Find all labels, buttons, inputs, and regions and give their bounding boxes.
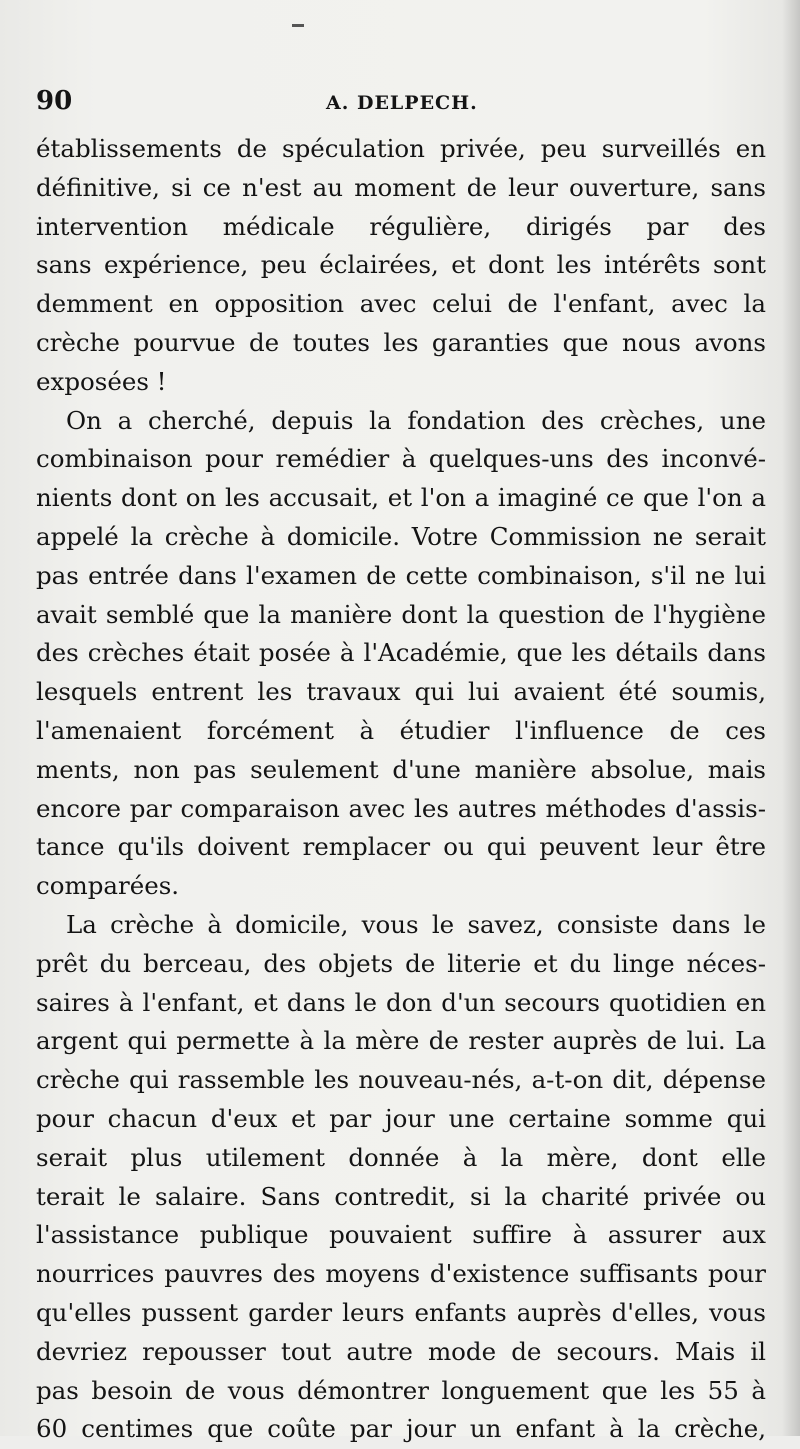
text-line: sans expérience, peu éclairées, et dont les intérêts sont <box>36 250 766 280</box>
text-line: ments, non pas seulement d'une manière absolue, mais <box>36 754 766 784</box>
text-line: tance qu'ils doivent remplacer ou qui peuvent leur être <box>36 832 766 862</box>
text-line: crèche qui rassemble les nouveau-nés, a-t-on dit, dépense <box>36 1065 766 1095</box>
paragraph <box>36 402 766 906</box>
text-line: 60 centimes que coûte par jour un enfant à la crèche, <box>36 1414 766 1444</box>
paragraph <box>36 130 766 402</box>
text-line: demment en opposition avec celui de l'enfant, avec la <box>36 289 766 319</box>
text-line: l'assistance publique pouvaient suffire à assurer aux <box>36 1220 766 1250</box>
paragraph <box>36 906 766 1449</box>
text-line: devriez repousser tout autre mode de secours. Mais il <box>36 1336 766 1366</box>
text-line: pour chacun d'eux et par jour une certaine somme qui <box>36 1103 766 1133</box>
page-edge-shadow <box>782 0 800 1436</box>
text-line: qu'elles pussent garder leurs enfants auprès d'elles, vous <box>36 1297 766 1327</box>
text-line: nourrices pauvres des moyens d'existence suffisants pour <box>36 1259 766 1289</box>
text-line: pas entrée dans l'examen de cette combinaison, s'il ne lui <box>36 560 766 590</box>
text-line: appelé la crèche à domicile. Votre Commission ne serait <box>36 521 766 551</box>
text-line: des crèches était posée à l'Académie, que les détails dans <box>36 638 766 668</box>
text-line: argent qui permette à la mère de rester auprès de lui. La <box>36 1026 766 1056</box>
text-line: lesquels entrent les travaux qui lui avaient été soumis, <box>36 677 766 707</box>
text-line: exposées ! <box>36 366 167 396</box>
running-head-author: A. DELPECH. <box>326 92 478 114</box>
text-line: nients dont on les accusait, et l'on a imaginé ce que l'on a <box>36 483 766 513</box>
text-line: établissements de spéculation privée, peu surveillés en <box>36 134 766 163</box>
text-line: serait plus utilement donnée à la mère, dont elle <box>36 1142 766 1172</box>
text-line: l'amenaient forcément à étudier l'influence de ces <box>36 715 766 745</box>
text-line: crèche pourvue de toutes les garanties que nous avons <box>36 327 766 357</box>
text-line: intervention médicale régulière, dirigés par des <box>36 211 766 241</box>
text-line: prêt du berceau, des objets de literie et du linge néces- <box>36 948 766 978</box>
printer-mark <box>292 24 304 27</box>
running-head <box>36 86 766 126</box>
text-line: définitive, si ce n'est au moment de leur ouverture, sans <box>36 172 766 202</box>
text-line: pas besoin de vous démontrer longuement que les 55 à <box>36 1375 766 1405</box>
text-line: combinaison pour remédier à quelques-uns des inconvé- <box>36 444 766 474</box>
text-line: La crèche à domicile, vous le savez, consiste dans le <box>66 909 766 939</box>
page-number: 90 <box>36 86 73 116</box>
text-line: terait le salaire. Sans contredit, si la charité privée ou <box>36 1181 766 1211</box>
text-line: comparées. <box>36 871 180 901</box>
text-line: On a cherché, depuis la fondation des crèches, une <box>66 405 766 435</box>
text-line: encore par comparaison avec les autres méthodes d'assis- <box>36 793 766 823</box>
text-line: saires à l'enfant, et dans le don d'un secours quotidien en <box>36 987 766 1017</box>
body-text <box>36 130 766 1449</box>
text-line: avait semblé que la manière dont la question de l'hygiène <box>36 599 766 629</box>
